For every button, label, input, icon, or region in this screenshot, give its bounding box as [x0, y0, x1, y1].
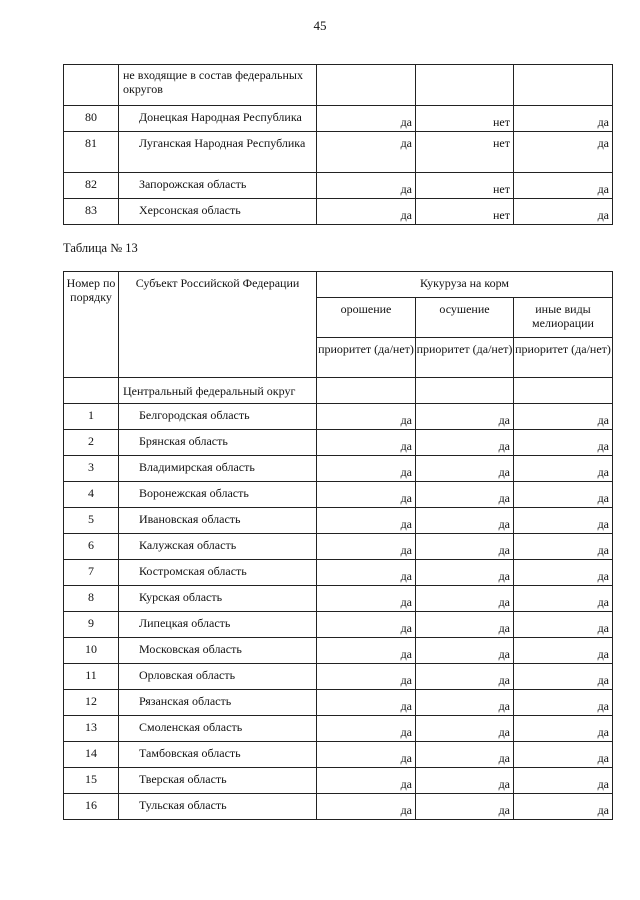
header-subject: Субъект Российской Федерации — [119, 272, 317, 378]
row-number: 80 — [64, 106, 119, 132]
value-cell: да — [514, 430, 613, 456]
value-cell: да — [514, 534, 613, 560]
value-cell: нет — [416, 106, 514, 132]
value-cell: да — [317, 560, 416, 586]
table-caption: Таблица № 13 — [63, 241, 138, 255]
region-name: Рязанская область — [119, 690, 317, 716]
region-name: Владимирская область — [119, 456, 317, 482]
header-irrigation: орошение — [317, 298, 416, 338]
row-number: 82 — [64, 173, 119, 199]
value-cell: да — [416, 404, 514, 430]
value-cell: да — [416, 508, 514, 534]
value-cell: да — [514, 794, 613, 820]
continuation-text: не входящие в состав федеральных округов — [119, 65, 317, 106]
header-other-melioration: иные виды мелиорации — [514, 298, 613, 338]
region-name: Брянская область — [119, 430, 317, 456]
region-name: Липецкая область — [119, 612, 317, 638]
table-row — [64, 794, 613, 820]
row-number: 15 — [64, 768, 119, 794]
value-cell: да — [416, 794, 514, 820]
table-cell — [64, 378, 119, 404]
value-cell: да — [317, 132, 416, 173]
table-row — [64, 612, 613, 638]
value-cell: да — [514, 742, 613, 768]
value-cell: да — [317, 534, 416, 560]
value-cell: да — [416, 638, 514, 664]
value-cell: да — [317, 482, 416, 508]
region-name: Калужская область — [119, 534, 317, 560]
value-cell: да — [514, 106, 613, 132]
table-12-continuation — [63, 64, 613, 225]
header-number: Номер по порядку — [64, 272, 119, 378]
value-cell: да — [317, 768, 416, 794]
row-number: 10 — [64, 638, 119, 664]
value-cell: да — [317, 638, 416, 664]
table-13 — [63, 271, 613, 820]
table-cell — [416, 65, 514, 106]
value-cell: да — [317, 716, 416, 742]
table-cell — [416, 378, 514, 404]
row-number: 3 — [64, 456, 119, 482]
value-cell: да — [317, 430, 416, 456]
table-row — [64, 716, 613, 742]
region-name: Смоленская область — [119, 716, 317, 742]
value-cell: да — [514, 173, 613, 199]
region-name: Запорожская область — [119, 173, 317, 199]
value-cell: да — [317, 456, 416, 482]
value-cell: нет — [416, 132, 514, 173]
table-row — [64, 430, 613, 456]
value-cell: да — [514, 132, 613, 173]
value-cell: да — [416, 456, 514, 482]
value-cell: да — [317, 173, 416, 199]
row-number: 4 — [64, 482, 119, 508]
region-name: Воронежская область — [119, 482, 317, 508]
table-cell — [514, 65, 613, 106]
region-name: Тверская область — [119, 768, 317, 794]
value-cell: да — [416, 716, 514, 742]
table-row — [64, 456, 613, 482]
value-cell: да — [317, 404, 416, 430]
table-row — [64, 768, 613, 794]
table-cell — [317, 378, 416, 404]
table-row — [64, 106, 613, 132]
value-cell: да — [317, 664, 416, 690]
table-row — [64, 173, 613, 199]
table-cell — [514, 378, 613, 404]
value-cell: да — [514, 768, 613, 794]
value-cell: да — [416, 742, 514, 768]
value-cell: да — [317, 199, 416, 225]
table-row — [64, 132, 613, 173]
row-number: 13 — [64, 716, 119, 742]
region-name: Тульская область — [119, 794, 317, 820]
row-number: 1 — [64, 404, 119, 430]
value-cell: да — [514, 482, 613, 508]
value-cell: да — [514, 612, 613, 638]
row-number: 16 — [64, 794, 119, 820]
value-cell: да — [416, 560, 514, 586]
value-cell: да — [514, 199, 613, 225]
value-cell: да — [514, 716, 613, 742]
region-name: Донецкая Народная Республика — [119, 106, 317, 132]
value-cell: да — [514, 560, 613, 586]
region-name: Курская область — [119, 586, 317, 612]
value-cell: да — [317, 742, 416, 768]
table-row — [64, 638, 613, 664]
page-number: 45 — [313, 18, 327, 33]
value-cell: да — [317, 508, 416, 534]
header-row — [64, 272, 613, 298]
table-row — [64, 534, 613, 560]
region-name: Тамбовская область — [119, 742, 317, 768]
row-number: 81 — [64, 132, 119, 173]
region-name: Белгородская область — [119, 404, 317, 430]
value-cell: да — [416, 586, 514, 612]
row-number: 5 — [64, 508, 119, 534]
value-cell: да — [317, 794, 416, 820]
value-cell: да — [317, 690, 416, 716]
row-number: 6 — [64, 534, 119, 560]
table-row — [64, 482, 613, 508]
table-row — [64, 199, 613, 225]
table-row — [64, 560, 613, 586]
region-name: Костромская область — [119, 560, 317, 586]
header-priority: приоритет (да/нет) — [317, 338, 416, 378]
row-number: 2 — [64, 430, 119, 456]
value-cell: да — [416, 664, 514, 690]
header-crop: Кукуруза на корм — [317, 272, 613, 298]
value-cell: да — [514, 404, 613, 430]
district-row — [64, 378, 613, 404]
value-cell: нет — [416, 173, 514, 199]
value-cell: да — [416, 430, 514, 456]
value-cell: нет — [416, 199, 514, 225]
value-cell: да — [514, 508, 613, 534]
table-cell — [64, 65, 119, 106]
region-name: Ивановская область — [119, 508, 317, 534]
value-cell: да — [317, 612, 416, 638]
header-drainage: осушение — [416, 298, 514, 338]
value-cell: да — [514, 456, 613, 482]
value-cell: да — [416, 690, 514, 716]
district-name: Центральный федеральный округ — [119, 378, 317, 404]
row-number: 12 — [64, 690, 119, 716]
header-priority: приоритет (да/нет) — [514, 338, 613, 378]
table-cell — [317, 65, 416, 106]
region-name: Луганская Народная Республика — [119, 132, 317, 173]
region-name: Херсонская область — [119, 199, 317, 225]
row-number: 11 — [64, 664, 119, 690]
value-cell: да — [514, 638, 613, 664]
row-number: 8 — [64, 586, 119, 612]
value-cell: да — [416, 768, 514, 794]
row-number: 9 — [64, 612, 119, 638]
value-cell: да — [416, 482, 514, 508]
table-row — [64, 690, 613, 716]
row-number: 83 — [64, 199, 119, 225]
value-cell: да — [317, 586, 416, 612]
value-cell: да — [317, 106, 416, 132]
table-row — [64, 65, 613, 106]
row-number: 14 — [64, 742, 119, 768]
value-cell: да — [514, 586, 613, 612]
table-row — [64, 508, 613, 534]
region-name: Орловская область — [119, 664, 317, 690]
table-row — [64, 586, 613, 612]
table-row — [64, 664, 613, 690]
value-cell: да — [416, 612, 514, 638]
region-name: Московская область — [119, 638, 317, 664]
table-row — [64, 742, 613, 768]
value-cell: да — [514, 664, 613, 690]
table-row — [64, 404, 613, 430]
header-priority: приоритет (да/нет) — [416, 338, 514, 378]
row-number: 7 — [64, 560, 119, 586]
value-cell: да — [514, 690, 613, 716]
value-cell: да — [416, 534, 514, 560]
